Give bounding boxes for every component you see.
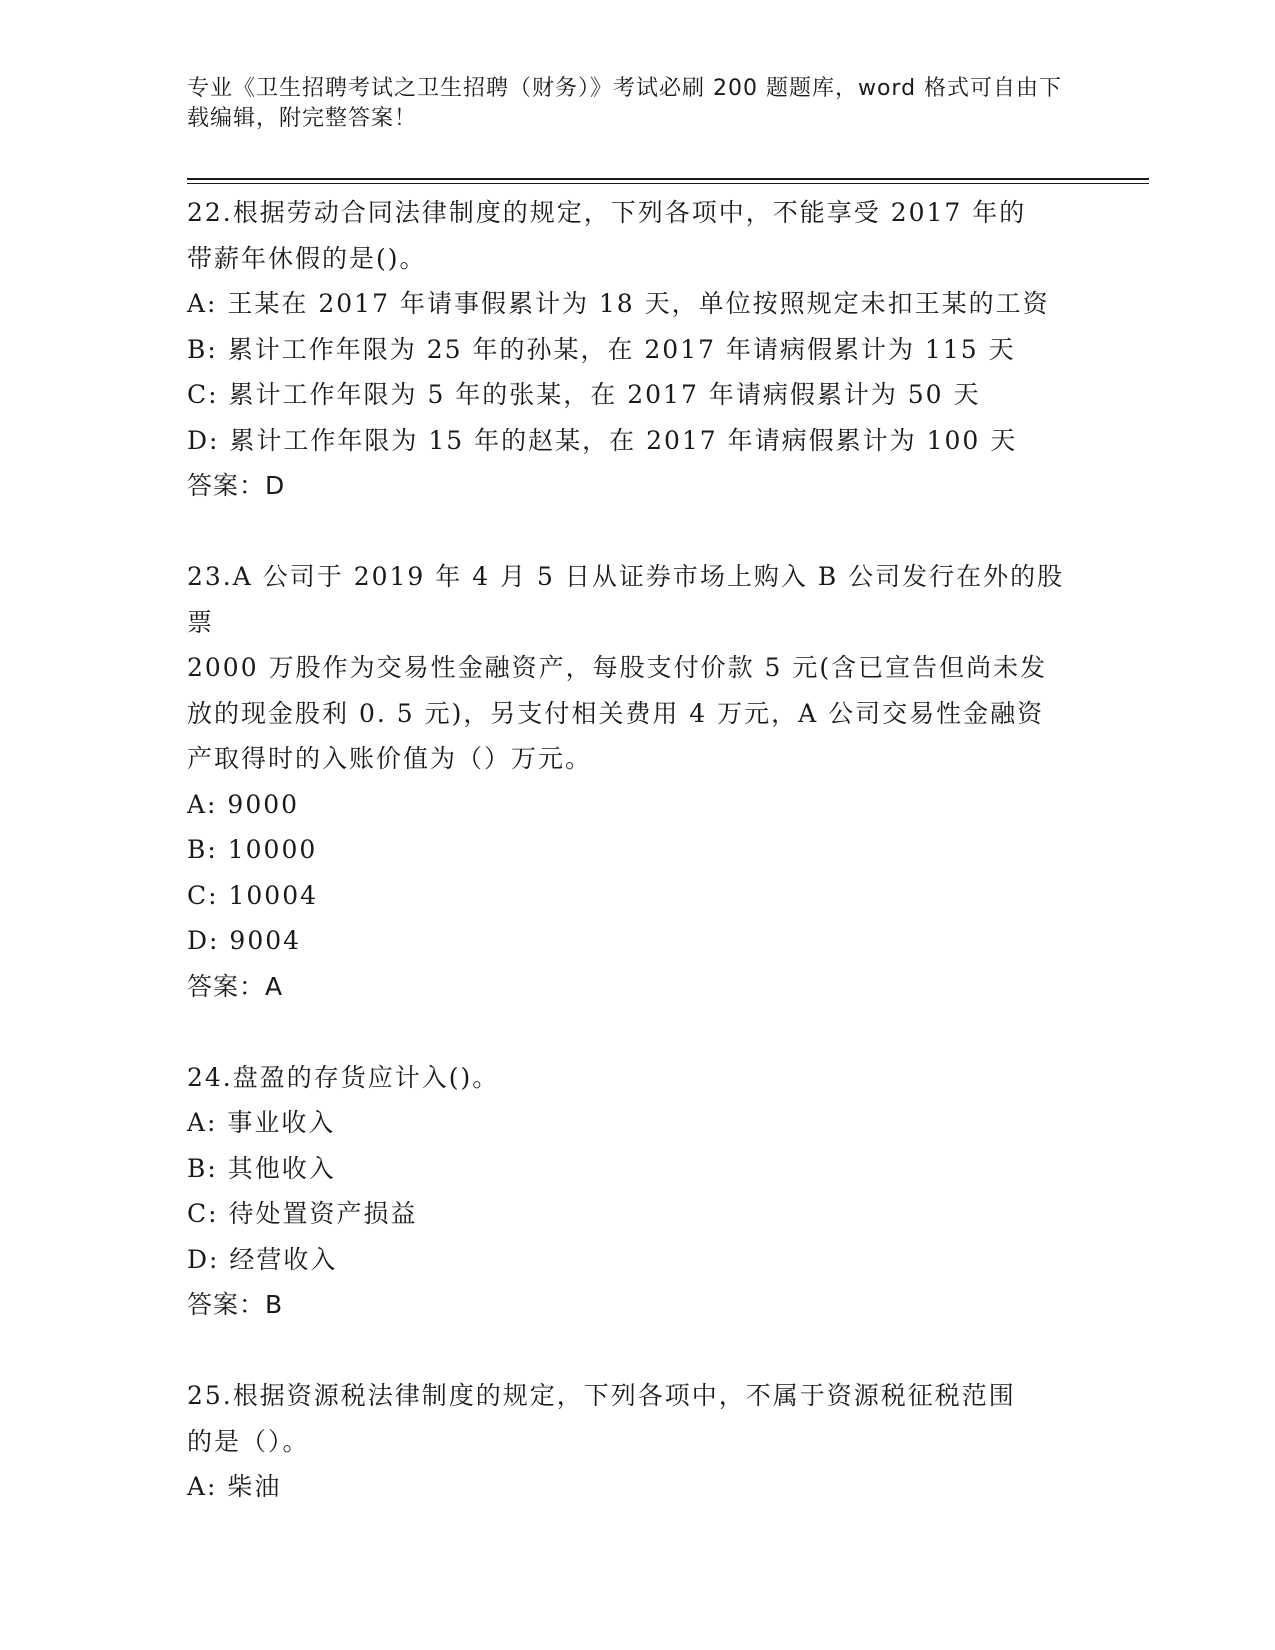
answer-label: 答案：D: [187, 471, 286, 500]
question-stem-line: 产取得时的入账价值为（）万元。: [187, 744, 593, 773]
answer-label: 答案：A: [187, 971, 284, 1001]
question-list: [187, 190, 1087, 1510]
question-25: [187, 1373, 1087, 1510]
question-stem-line: 的是（）。: [187, 1426, 310, 1456]
header-rule-thin: [187, 183, 1149, 184]
answer-label: 答案：B: [187, 1290, 284, 1319]
question-stem-line: 带薪年休假的是()。: [187, 243, 427, 273]
spacer: [187, 509, 1087, 555]
question-stem-line: 25.根据资源税法律制度的规定，下列各项中，不属于资源税征税范围: [187, 1381, 1016, 1410]
option-c: C: 待处置资产损益: [187, 1199, 418, 1228]
question-22: [187, 190, 1087, 509]
document-header: 专业《卫生招聘考试之卫生招聘（财务）》考试必刷 200 题题库，word 格式可自由下载编辑，附完整答案！: [187, 76, 1063, 131]
option-b: B: 累计工作年限为 25 年的孙某，在 2017 年请病假累计为 115 天: [187, 334, 1016, 364]
option-d: D: 9004: [187, 926, 302, 955]
question-24: [187, 1055, 1087, 1328]
option-a: A: 事业收入: [187, 1108, 336, 1137]
question-stem-line: 放的现金股利 0. 5 元)，另支付相关费用 4 万元，A 公司交易性金融资: [187, 698, 1045, 728]
option-a: A: 9000: [187, 789, 300, 819]
option-a: A: 王某在 2017 年请事假累计为 18 天，单位按照规定未扣王某的工资: [187, 289, 1050, 318]
spacer: [187, 1009, 1087, 1055]
option-d: D: 经营收入: [187, 1244, 338, 1274]
option-b: B: 10000: [187, 835, 318, 864]
question-stem-line: 22.根据劳动合同法律制度的规定，下列各项中，不能享受 2017 年的: [187, 198, 1027, 227]
question-stem-line: 23.A 公司于 2019 年 4 月 5 日从证券市场上购入 B 公司发行在外的股票: [187, 562, 1065, 637]
header-rule-thick: [187, 178, 1149, 180]
option-a: A: 柴油: [187, 1472, 282, 1501]
question-stem-line: 2000 万股作为交易性金融资产，每股支付价款 5 元(含已宣告但尚未发: [187, 653, 1048, 682]
option-b: B: 其他收入: [187, 1153, 336, 1183]
question-23: [187, 554, 1087, 1009]
option-c: C: 累计工作年限为 5 年的张某，在 2017 年请病假累计为 50 天: [187, 380, 981, 409]
spacer: [187, 1328, 1087, 1374]
option-d: D: 累计工作年限为 15 年的赵某，在 2017 年请病假累计为 100 天: [187, 425, 1018, 455]
option-c: C: 10004: [187, 880, 319, 910]
question-stem-line: 24.盘盈的存货应计入()。: [187, 1062, 500, 1092]
